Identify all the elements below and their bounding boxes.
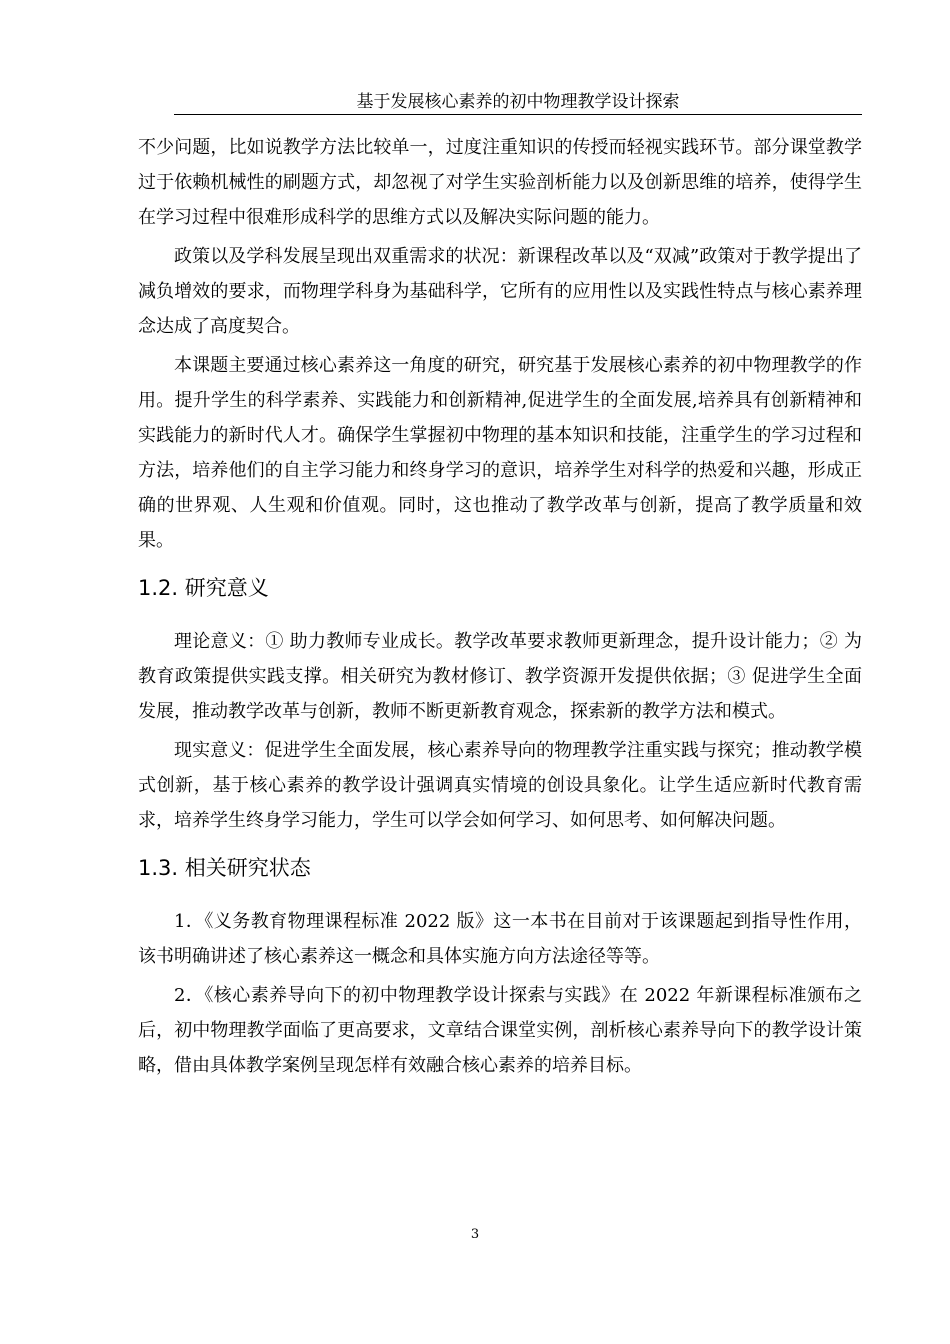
paragraph-reference-1: 1．《义务教育物理课程标准 2022 版》这一本书在目前对于该课题起到指导性作用，该书明确讲述了核心素养这一概念和具体实施方向方法途径等等。 xyxy=(138,911,862,967)
paragraph-practical-significance: 现实意义：促进学生全面发展，核心素养导向的物理教学注重实践与探究；推动教学模式创新，基于核心素养的教学设计强调真实情境的创设具象化。让学生适应新时代教育需求，培养学生终身学习能力，学生可以学会如何学习、如何思考、如何解决问题。 xyxy=(138,740,862,831)
running-header: 基于发展核心素养的初中物理教学设计探索 xyxy=(174,90,862,115)
paragraph-theoretical-significance: 理论意义：① 助力教师专业成长。教学改革要求教师更新理念，提升设计能力；② 为教育政策提供实践支撑。相关研究为教材修订、教学资源开发提供依据；③ 促进学生全面发展，推动教学改革与创新，教师不断更新教育观念，探索新的教学方法和模式。 xyxy=(138,631,862,722)
section-heading-research-significance: 1.2. 研究意义 xyxy=(138,576,269,600)
paragraph-research-purpose: 本课题主要通过核心素养这一角度的研究，研究基于发展核心素养的初中物理教学的作用。提升学生的科学素养、实践能力和创新精神,促进学生的全面发展,培养具有创新精神和实践能力的新时代人才。确保学生掌握初中物理的基本知识和技能，注重学生的学习过程和方法，培养他们的自主学习能力和终身学习的意识，培养学生对科学的热爱和兴趣，形成正确的世界观、人生观和价值观。同时，这也推动了教学改革与创新，提高了教学质量和效果。 xyxy=(138,355,862,551)
document-body xyxy=(138,130,862,1087)
paragraph-continued: 不少问题，比如说教学方法比较单一，过度注重知识的传授而轻视实践环节。部分课堂教学过于依赖机械性的刷题方式，却忽视了对学生实验剖析能力以及创新思维的培养，使得学生在学习过程中很难形成科学的思维方式以及解决实际问题的能力。 xyxy=(138,137,862,228)
section-heading-related-research: 1.3. 相关研究状态 xyxy=(138,856,311,880)
page-number: 3 xyxy=(470,1227,480,1242)
paragraph-reference-2: 2．《核心素养导向下的初中物理教学设计探索与实践》在 2022 年新课程标准颁布之后，初中物理教学面临了更高要求，文章结合课堂实例，剖析核心素养导向下的教学设计策略，借由具体教学案例呈现怎样有效融合核心素养的培养目标。 xyxy=(138,985,862,1076)
paragraph-policy-demand: 政策以及学科发展呈现出双重需求的状况：新课程改革以及“双减”政策对于教学提出了减负增效的要求，而物理学科身为基础科学，它所有的应用性以及实践性特点与核心素养理念达成了高度契合。 xyxy=(138,246,862,337)
